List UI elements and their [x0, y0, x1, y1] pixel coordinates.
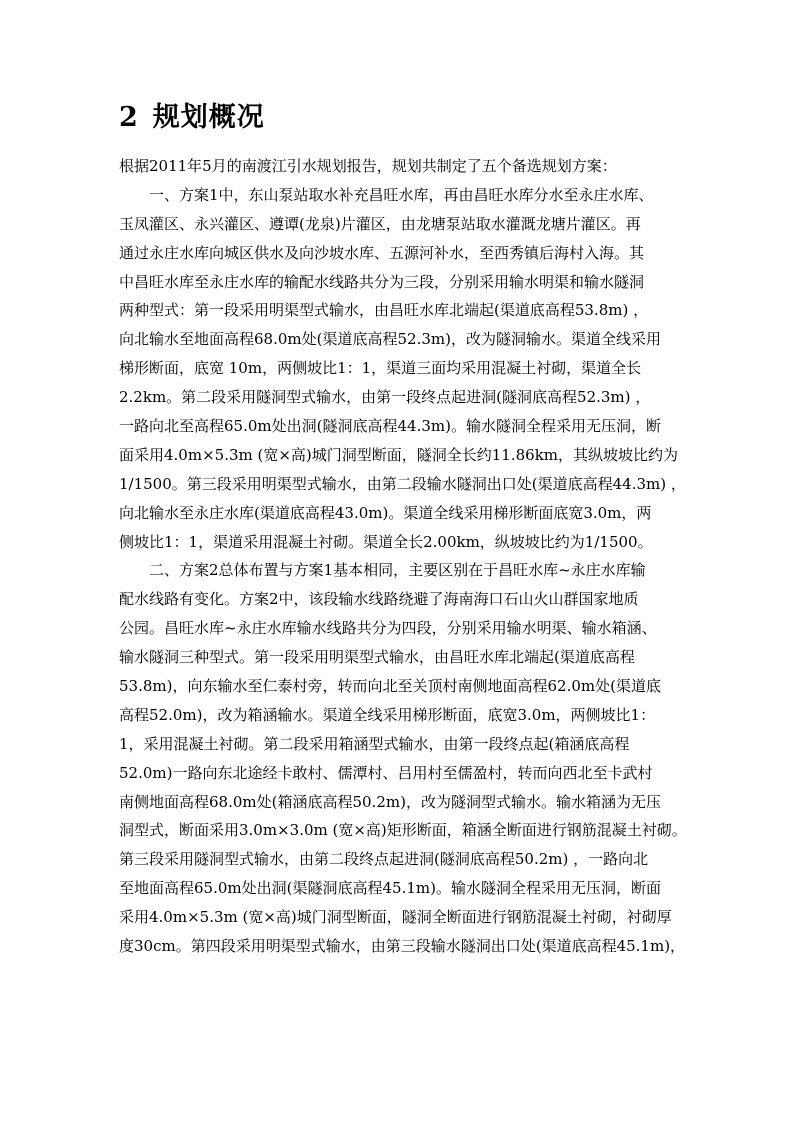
text-line: 一路向北至高程65.0m处出洞(隧洞底高程44.3m)。输水隧洞全程采用无压洞，断	[119, 417, 661, 436]
section-title: 规划概况	[152, 102, 265, 133]
text-line: 1，采用混凝土衬砌。第二段采用箱涵型式输水，由第一段终点起(箱涵底高程	[119, 734, 630, 753]
text-line: 输水隧洞三种型式。第一段采用明渠型式输水，由昌旺水库北端起(渠道底高程	[119, 648, 635, 667]
text-line: 洞型式，断面采用3.0m×3.0m (宽×高)矩形断面，箱涵全断面进行钢筋混凝土衬砌。	[119, 821, 687, 840]
text-line: 1/1500。第三段采用明渠型式输水，由第二段输水隧洞出口处(渠道底高程44.3m) ，	[119, 474, 686, 493]
text-line: 梯形断面，底宽 10m，两侧坡比1：1，渠道三面均采用混凝土衬砌，渠道全长	[119, 359, 642, 378]
body-text	[119, 152, 687, 961]
text-line: 配水线路有变化。方案2中，该段输水线路绕避了海南海口石山火山群国家地质	[119, 590, 639, 609]
text-line: 高程52.0m)，改为箱涵输水。渠道全线采用梯形断面，底宽3.0m，两侧坡比1：	[119, 705, 656, 724]
text-line: 向北输水至永庄水库(渠道底高程43.0m)。渠道全线采用梯形断面底宽3.0m，两	[119, 503, 652, 522]
text-line: 53.8m)，向东输水至仁泰村旁，转而向北至关顶村南侧地面高程62.0m处(渠道底	[119, 677, 661, 696]
text-line: 中昌旺水库至永庄水库的输配水线路共分为三段，分别采用输水明渠和输水隧洞	[119, 272, 645, 291]
text-line: 面采用4.0m×5.3m (宽×高)城门洞型断面，隧洞全长约11.86km，其纵坡坡比约为	[119, 445, 679, 464]
text-line: 2.2km。第二段采用隧洞型式输水，由第一段终点起进洞(隧洞底高程52.3m) ，	[119, 388, 651, 407]
text-line: 二、方案2总体布置与方案1基本相同，主要区别在于昌旺水库~永庄水库输	[149, 561, 646, 580]
text-line: 公园。昌旺水库~永庄水库输水线路共分为四段，分别采用输水明渠、输水箱涵、	[119, 619, 657, 638]
text-line: 采用4.0m×5.3m (宽×高)城门洞型断面，隧洞全断面进行钢筋混凝土衬砌，衬砌厚	[119, 908, 672, 927]
text-line: 一、方案1中，东山泵站取水补充昌旺水库，再由昌旺水库分水至永庄水库、	[149, 185, 654, 204]
text-line: 侧坡比1：1，渠道采用混凝土衬砌。渠道全长2.00km，纵坡坡比约为1/1500。	[119, 532, 653, 551]
text-line: 52.0m)一路向东北途经卡敢村、儒潭村、吕用村至儒盈村，转而向西北至卡武村	[119, 763, 653, 782]
text-line: 通过永庄水库向城区供水及向沙坡水库、五源河补水，至西秀镇后海村入海。其	[119, 243, 645, 262]
text-line: 玉凤灌区、永兴灌区、遵谭(龙泉)片灌区，由龙塘泵站取水灌溉龙塘片灌区。再	[119, 214, 641, 233]
text-line: 南侧地面高程68.0m处(箱涵底高程50.2m)，改为隧洞型式输水。输水箱涵为无压	[119, 792, 661, 811]
text-line: 两种型式：第一段采用明渠型式输水，由昌旺水库北端起(渠道底高程53.8m) ，	[119, 301, 649, 320]
text-line: 根据2011年5月的南渡江引水规划报告，规划共制定了五个备选规划方案：	[119, 157, 617, 175]
section-number: 2	[119, 102, 139, 133]
section-heading	[119, 98, 265, 138]
text-line: 第三段采用隧洞型式输水，由第二段终点起进洞(隧洞底高程50.2m) ，一路向北	[119, 850, 649, 869]
text-line: 向北输水至地面高程68.0m处(渠道底高程52.3m)，改为隧洞输水。渠道全线采用	[119, 330, 661, 349]
text-line: 至地面高程65.0m处出洞(渠隧洞底高程45.1m)。输水隧洞全程采用无压洞，断面	[119, 879, 661, 898]
text-line: 度30cm。第四段采用明渠型式输水，由第三段输水隧洞出口处(渠道底高程45.1m)，	[119, 937, 686, 956]
